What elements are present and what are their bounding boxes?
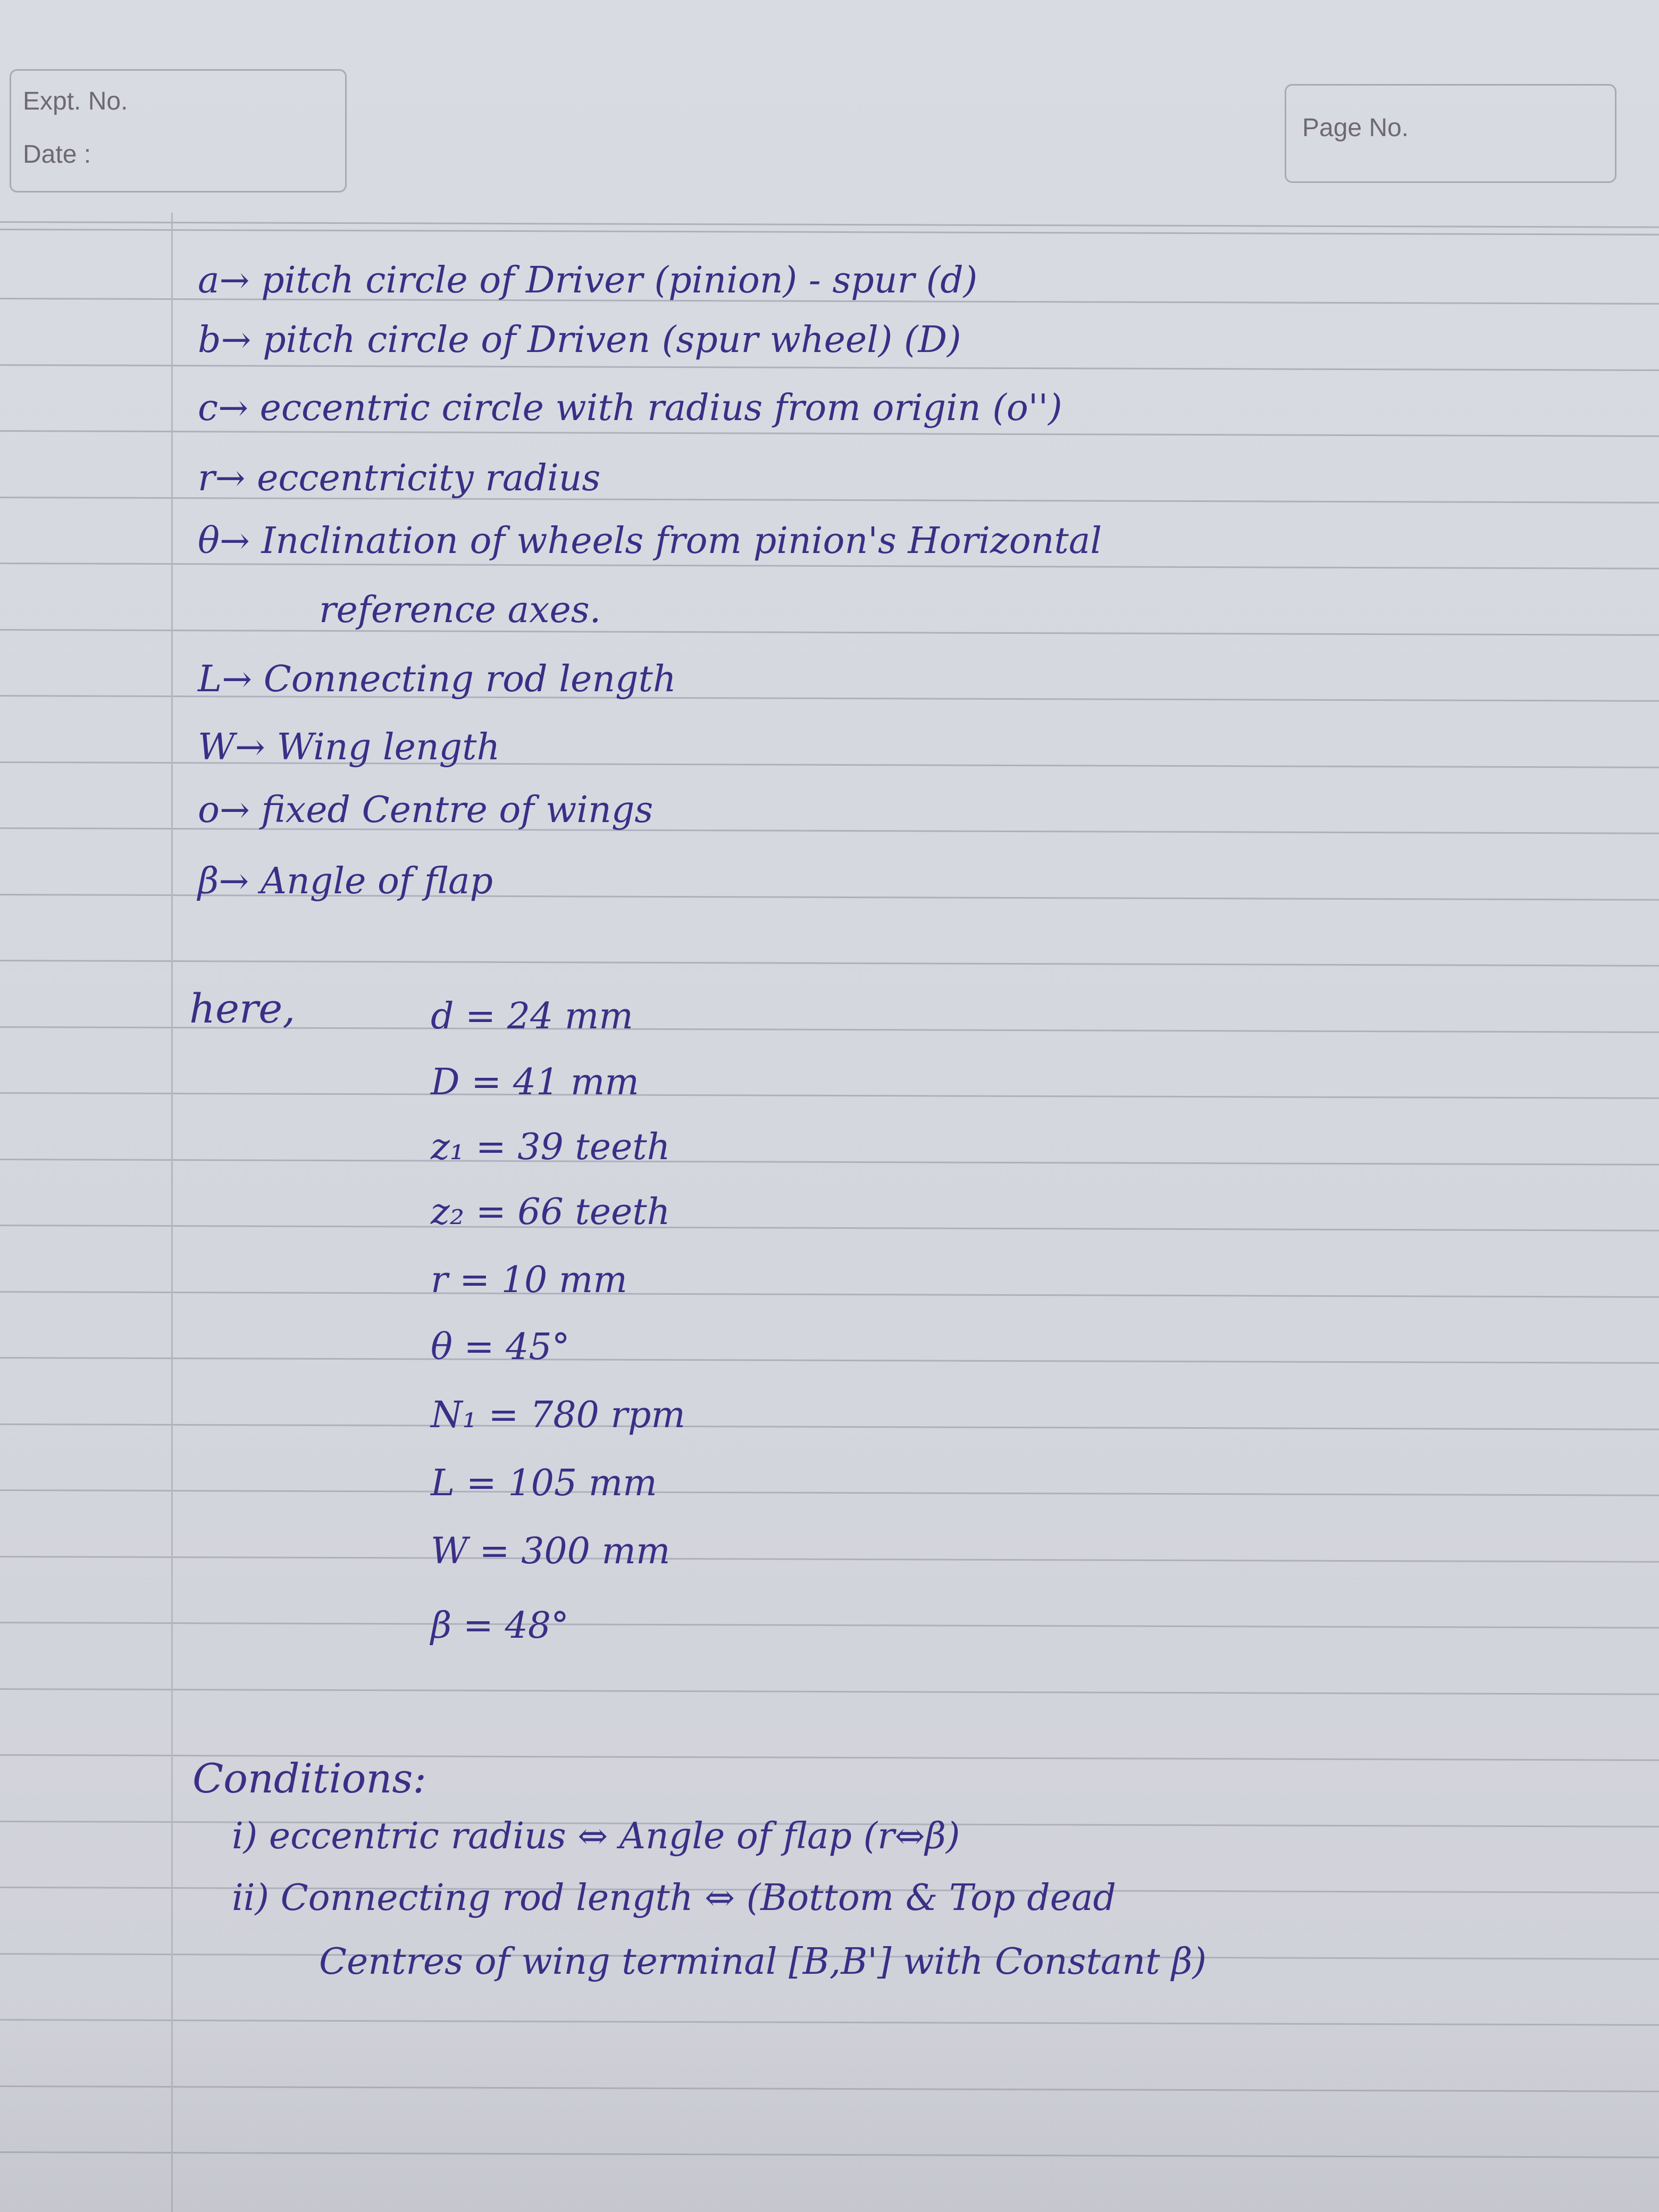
given-value: L = 105 mm bbox=[431, 1462, 657, 1504]
given-value: β = 48° bbox=[431, 1605, 569, 1647]
ruled-line bbox=[0, 2085, 1659, 2092]
definition-line: reference axes. bbox=[319, 589, 601, 631]
ruled-line bbox=[0, 430, 1659, 437]
ruled-line bbox=[0, 1225, 1659, 1231]
definition-line: a→ pitch circle of Driver (pinion) - spur (d) bbox=[198, 259, 978, 301]
margin-line bbox=[171, 213, 173, 2212]
ruled-line bbox=[0, 1556, 1659, 1563]
definition-line: W→ Wing length bbox=[198, 726, 500, 768]
conditions-title: Conditions: bbox=[192, 1755, 426, 1802]
expt-no-label: Expt. No. bbox=[23, 87, 128, 115]
ruled-line bbox=[0, 1489, 1659, 1496]
given-value: d = 24 mm bbox=[431, 995, 633, 1037]
ruled-line bbox=[0, 1159, 1659, 1166]
page-no-label: Page No. bbox=[1302, 114, 1409, 142]
ruled-line bbox=[0, 2019, 1659, 2026]
definition-line: o→ fixed Centre of wings bbox=[198, 789, 653, 831]
given-value: z₁ = 39 teeth bbox=[431, 1126, 671, 1168]
ruled-line bbox=[0, 1092, 1659, 1099]
given-value: D = 41 mm bbox=[431, 1061, 639, 1103]
page-no-box bbox=[1285, 84, 1616, 183]
definition-line: θ→ Inclination of wheels from pinion's Horizontal bbox=[198, 520, 1102, 562]
definition-line: b→ pitch circle of Driven (spur wheel) (D) bbox=[198, 319, 961, 361]
expt-date-box bbox=[10, 69, 347, 192]
ruled-line bbox=[0, 2151, 1659, 2158]
condition-line: Centres of wing terminal [B,B'] with Constant β) bbox=[319, 1941, 1206, 1983]
definition-line: r→ eccentricity radius bbox=[198, 457, 601, 499]
given-value: W = 300 mm bbox=[431, 1530, 671, 1572]
given-value: N₁ = 780 rpm bbox=[431, 1394, 685, 1436]
ruled-line bbox=[0, 1357, 1659, 1364]
ruled-line bbox=[0, 960, 1659, 967]
ruled-line bbox=[0, 229, 1659, 236]
condition-line: ii) Connecting rod length ⇔ (Bottom & Top dead bbox=[232, 1877, 1117, 1919]
given-value: z₂ = 66 teeth bbox=[431, 1191, 671, 1233]
ruled-line bbox=[0, 563, 1659, 569]
date-label: Date : bbox=[23, 140, 91, 169]
given-value: θ = 45° bbox=[431, 1326, 570, 1368]
given-value: r = 10 mm bbox=[431, 1259, 627, 1301]
ruled-line bbox=[0, 1688, 1659, 1695]
condition-line: i) eccentric radius ⇔ Angle of flap (r⇔β) bbox=[232, 1815, 960, 1857]
definition-line: β→ Angle of flap bbox=[198, 860, 493, 902]
ruled-line bbox=[0, 629, 1659, 636]
ruled-line bbox=[0, 1622, 1659, 1629]
definition-line: c→ eccentric circle with radius from origin (o'') bbox=[198, 387, 1062, 429]
ruled-line bbox=[0, 221, 1659, 228]
given-intro: here, bbox=[189, 985, 296, 1032]
definition-line: L→ Connecting rod length bbox=[198, 658, 676, 700]
ruled-line bbox=[0, 1423, 1659, 1430]
ruled-line bbox=[0, 364, 1659, 371]
ruled-line bbox=[0, 1291, 1659, 1298]
